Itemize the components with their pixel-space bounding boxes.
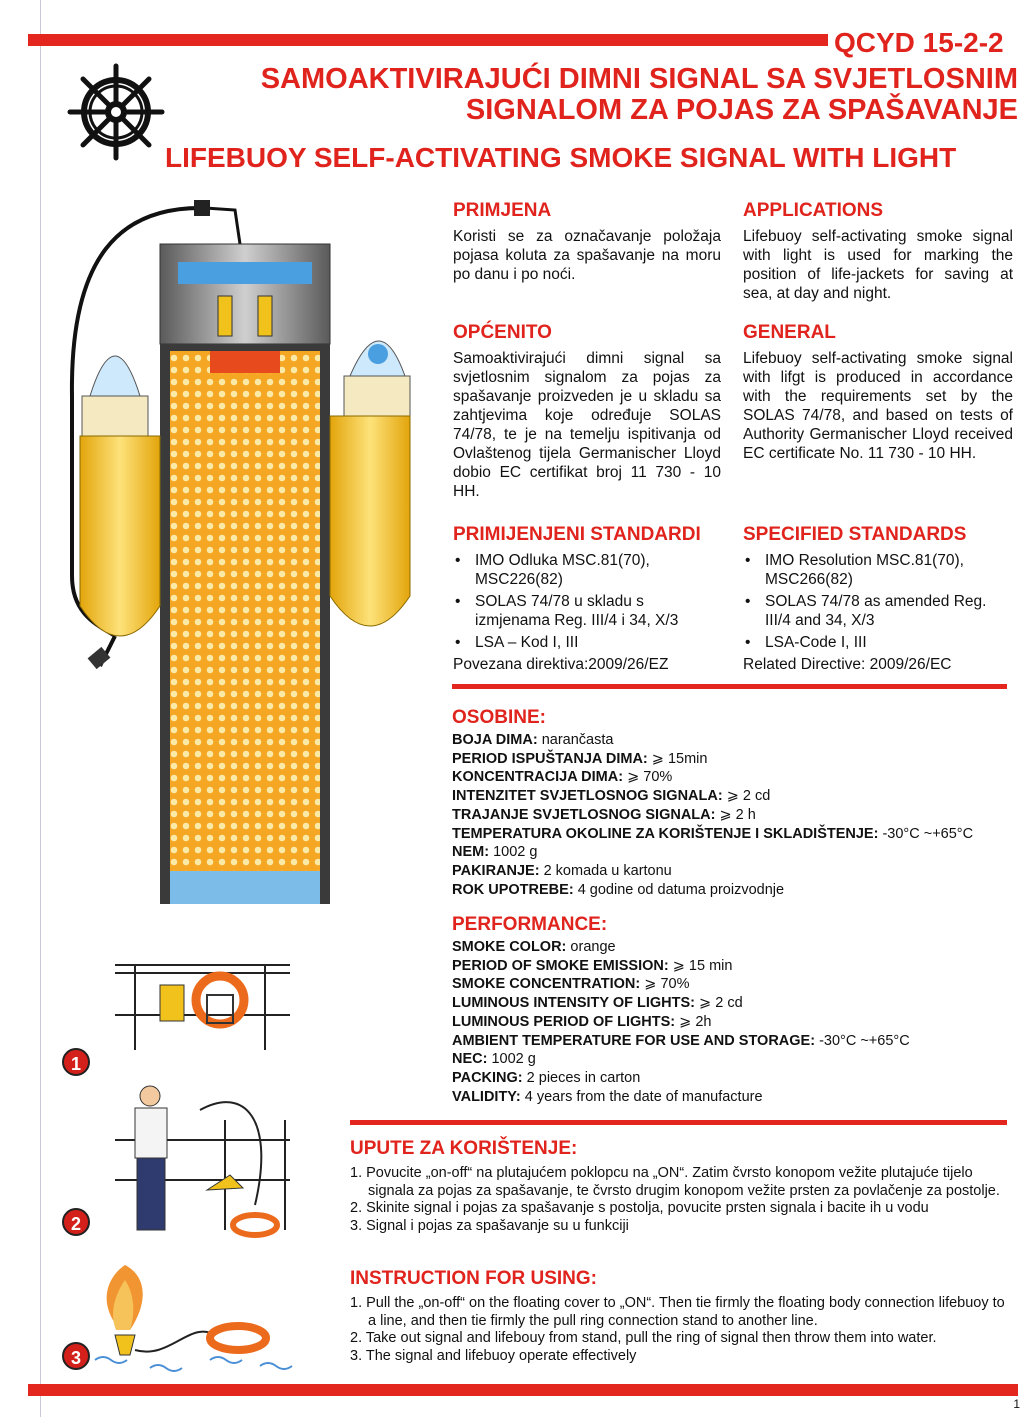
list-item: • IMO Odluka MSC.81(70), MSC226(82) [453,551,721,589]
spec-row: NEM: 1002 g [452,844,538,861]
divider-red-bar [452,684,1007,689]
spec-row: VALIDITY: 4 years from the date of manufacture [452,1088,763,1105]
page-number: 1 [1013,1397,1020,1411]
title-en: LIFEBUOY SELF-ACTIVATING SMOKE SIGNAL WITH LIGHT [165,142,957,173]
primjena-heading: PRIMJENA [453,200,552,221]
page-margin-line [40,0,41,1417]
title-hr-line2: SIGNALOM ZA POJAS ZA SPAŠAVANJE [465,94,1018,126]
list-item: 3. Signal i pojas za spašavanje su u funkciji [350,1217,629,1234]
standardi-list [453,551,721,652]
step-badge: 3 [62,1342,90,1370]
divider-red-bar [350,1120,1007,1125]
upute-heading: UPUTE ZA KORIŠTENJE: [350,1138,578,1159]
step-badge: 2 [62,1208,90,1236]
standards-directive: Related Directive: 2009/26/EC [743,656,952,673]
list-item: 2. Take out signal and lifebouy from stand, pull the ring of signal then throw them into water. [350,1330,937,1346]
product-illustration [60,196,440,916]
spec-row: TRAJANJE SVJETLOSNOG SIGNALA: ⩾ 2 h [452,806,756,823]
list-item: 1. Pull the „on-off“ on the floating cover to „ON“. Then tie firmly the floating body connection lifebuoy to a line, and then tie firmly the pull ring connection stand to another line. [350,1295,1005,1329]
applications-heading: APPLICATIONS [743,200,884,221]
footer-red-bar [28,1384,1018,1396]
general-text: Lifebuoy self-activating smoke signal with lifgt is produced in accordance with the requirements set by the SOLAS 74/78, and based on tests of Authority Germanischer Lloyd received EC certificate No. 11 730 - 10 HH. [743,350,1013,462]
list-item: 3. The signal and lifebuoy operate effectively [350,1347,637,1364]
section-upute [350,1138,1010,1235]
general-heading: GENERAL [743,322,836,343]
product-code: QCYD 15-2-2 [834,27,1004,58]
title-hr-line1: SAMOAKTIVIRAJUĆI DIMNI SIGNAL SA SVJETLOSNIM [260,63,1018,95]
spec-row: PERIOD OF SMOKE EMISSION: ⩾ 15 min [452,957,733,974]
spec-row: PAKIRANJE: 2 komada u kartonu [452,862,672,879]
title-hr [228,64,1018,126]
primjena-text: Koristi se za označavanje položaja pojasa koluta za spašavanje na moru po danu i po noći. [453,228,721,283]
section-instruction [350,1268,1010,1365]
spec-row: KONCENTRACIJA DIMA: ⩾ 70% [452,769,673,786]
section-standards [743,524,1013,674]
spec-row: BOJA DIMA: narančasta [452,732,614,748]
header-red-bar [28,34,828,46]
spec-row: PACKING: 2 pieces in carton [452,1069,641,1086]
ship-wheel-icon [66,62,166,162]
spec-row: LUMINOUS PERIOD OF LIGHTS: ⩾ 2h [452,1013,712,1030]
spec-row: PERIOD ISPUŠTANJA DIMA: ⩾ 15min [452,750,708,767]
performance-heading: PERFORMANCE: [452,914,608,935]
section-applications [743,200,1013,303]
step2-illustration [115,1080,295,1240]
step3-illustration [90,1260,300,1380]
opcenito-text: Samoaktivirajući dimni signal sa svjetlosnim signalom za pojas za spašavanje proizveden je u skladu sa zahtjevima koje određuje SOLAS 74/78, te je na temelju ispitivanja od Ovlaštenog tijela Germanischer Lloyd dobio EC certifikat broj 11 730 - 10 HH. [453,350,721,500]
list-item: • LSA – Kod I, III [453,633,721,652]
section-general [743,322,1013,463]
instruction-heading: INSTRUCTION FOR USING: [350,1268,597,1289]
upute-steps [350,1165,1010,1235]
standards-list [743,551,1013,652]
standards-heading: SPECIFIED STANDARDS [743,524,967,545]
section-opcenito [453,322,721,501]
standardi-directive: Povezana direktiva:2009/26/EZ [453,656,669,673]
applications-text: Lifebuoy self-activating smoke signal with light is used for marking the position of life-jackets for saving at sea, at day and night. [743,228,1013,302]
osobine-heading: OSOBINE: [452,707,546,728]
spec-row: AMBIENT TEMPERATURE FOR USE AND STORAGE: -30°C ~+65°C [452,1032,910,1049]
opcenito-heading: OPĆENITO [453,322,552,343]
list-item: 1. Povucite „on-off“ na plutajućem poklopcu na „ON“. Zatim čvrsto konopom vežite plutajuće tijelo signala za pojas za spašavanje, te čvrsto drugim konopom vežite prsten za povlačenje za postolje. [350,1165,1000,1199]
step1-illustration [115,955,295,1055]
spec-row: SMOKE COLOR: orange [452,939,616,955]
spec-row: TEMPERATURA OKOLINE ZA KORIŠTENJE I SKLADIŠTENJE: -30°C ~+65°C [452,825,974,842]
spec-row: SMOKE CONCENTRATION: ⩾ 70% [452,976,690,993]
section-performance [452,914,1017,1106]
section-osobine [452,707,1017,899]
spec-row: INTENZITET SVJETLOSNOG SIGNALA: ⩾ 2 cd [452,788,771,805]
step-badge: 1 [62,1048,90,1076]
list-item: • SOLAS 74/78 u skladu s izmjenama Reg. III/4 i 34, X/3 [453,592,721,630]
list-item: • IMO Resolution MSC.81(70), MSC266(82) [743,551,1013,589]
standardi-heading: PRIMIJENJENI STANDARDI [453,524,701,545]
list-item: • LSA-Code I, III [743,633,1013,652]
instruction-steps [350,1295,1010,1365]
spec-row: LUMINOUS INTENSITY OF LIGHTS: ⩾ 2 cd [452,995,743,1012]
list-item: 2. Skinite signal i pojas za spašavanje s postolja, povucite prsten signala i bacite ih u vodu [350,1200,929,1216]
section-standardi [453,524,721,674]
spec-row: ROK UPOTREBE: 4 godine od datuma proizvodnje [452,881,785,898]
list-item: • SOLAS 74/78 as amended Reg. III/4 and 34, X/3 [743,592,1013,630]
spec-row: NEC: 1002 g [452,1051,536,1068]
section-primjena [453,200,721,284]
